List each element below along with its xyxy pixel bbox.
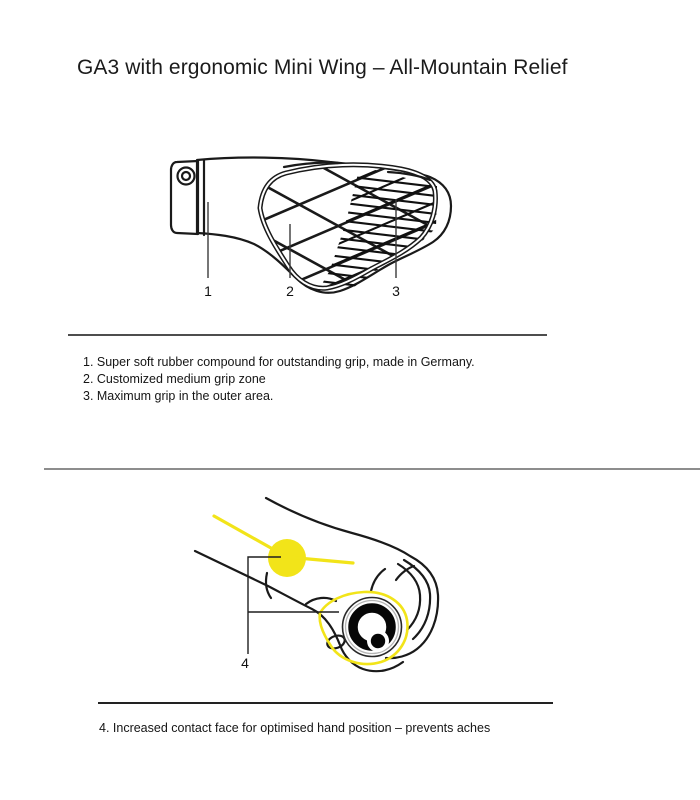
grip-diagram [150, 140, 470, 310]
contact-note: 4. Increased contact face for optimised hand position – prevents aches [99, 721, 491, 735]
feature-item: 1. Super soft rubber compound for outstanding grip, made in Germany. [83, 355, 475, 369]
divider-bottom [98, 702, 553, 704]
palm-crease-3 [371, 569, 385, 591]
clamp-bolt-inner [182, 172, 190, 180]
callout-label-3: 3 [392, 283, 400, 299]
divider-middle [44, 468, 700, 470]
bar-end-plug-dot [371, 634, 385, 648]
divider-top [68, 334, 547, 336]
clamp-bolt-icon [178, 168, 195, 185]
callout-label-4: 4 [241, 655, 249, 671]
grip-body-outline [197, 158, 451, 293]
callout-label-2: 2 [286, 283, 294, 299]
feature-item: 3. Maximum grip in the outer area. [83, 389, 274, 403]
feature-list [83, 354, 475, 405]
feature-item: 2. Customized medium grip zone [83, 372, 266, 386]
page-title: GA3 with ergonomic Mini Wing – All-Mountain Relief [77, 56, 568, 79]
callout-label-1: 1 [204, 283, 212, 299]
hand-grip-diagram [180, 480, 480, 680]
